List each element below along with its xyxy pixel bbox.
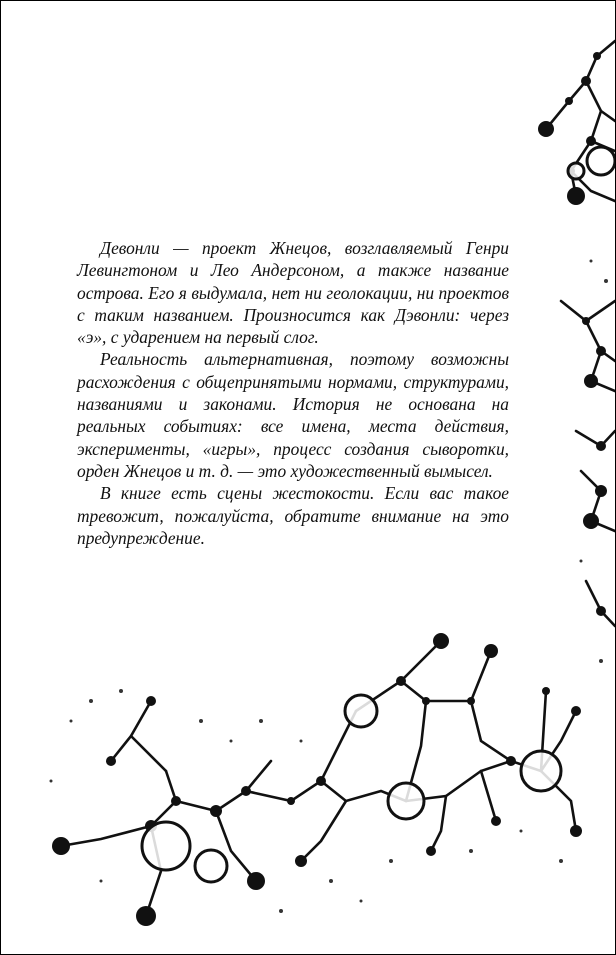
paragraph-content-warning: В книге есть сцены жестокости. Если вас такое тревожит, пожалуйста, обратите внимание на это предупреждение. [77,483,509,548]
paragraph-alternative-reality: Реальность альтернативная, поэтому возможны расхождения с общепринятыми нормами, структурами, названиями и законами. История не основана на реальных событиях: все имена, места действия, эксперименты, «игры», процесс создания сыворотки, орден Жнецов и т. д. — это художественный вымысел. [77,349,509,481]
disclaimer-text [77,237,509,549]
paragraph-devonly-project: Девонли — проект Жнецов, возглавляемый Генри Левингтоном и Лео Андерсоном, а также название острова. Его я выдумала, нет ни геолокации, ни проектов с таким названием. Произносится как Дэвонли: через «э», с ударением на первый слог. [77,238,509,348]
